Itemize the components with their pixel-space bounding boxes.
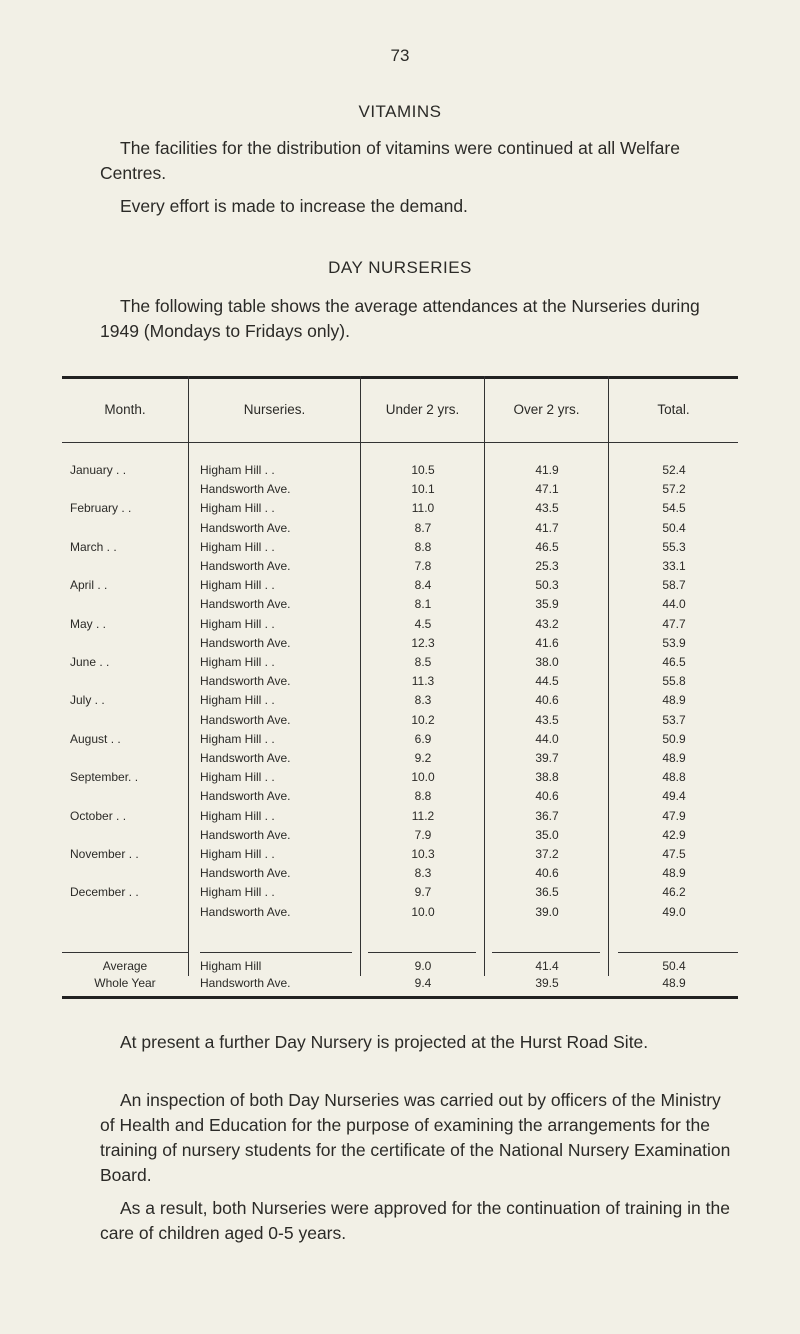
header-under-2: Under 2 yrs.: [385, 401, 460, 417]
header-rule: [62, 442, 738, 443]
row-total: 47.7: [662, 616, 686, 631]
row-over-2: 36.5: [535, 885, 559, 900]
row-over-2: 43.5: [535, 712, 559, 727]
row-nursery: Handsworth Ave.: [200, 751, 291, 765]
average-over-2: 41.4: [535, 959, 559, 973]
row-over-2: 50.3: [535, 578, 559, 593]
row-under-2: 4.5: [414, 616, 432, 631]
row-month: March . .: [70, 539, 117, 554]
row-total: 46.2: [662, 885, 686, 900]
average-rule: [62, 952, 188, 953]
average-over-2: 39.5: [535, 976, 559, 990]
row-month: August . .: [70, 731, 121, 746]
row-total: 44.0: [662, 597, 686, 612]
row-under-2: 8.1: [414, 597, 432, 612]
row-over-2: 25.3: [535, 559, 559, 573]
row-under-2: 8.7: [414, 520, 432, 535]
row-nursery: Higham Hill . .: [200, 770, 275, 785]
average-under-2: 9.4: [414, 976, 432, 990]
row-nursery: Higham Hill . .: [200, 693, 275, 708]
row-nursery: Higham Hill . .: [200, 539, 275, 554]
vitamins-paragraph-1: The facilities for the distribution of vitamins were continued at all Welfare Centres.: [100, 138, 680, 183]
row-over-2: 43.2: [535, 616, 559, 631]
row-nursery: Higham Hill . .: [200, 731, 275, 746]
row-over-2: 35.9: [535, 597, 559, 612]
row-month: October . .: [70, 808, 127, 823]
row-total: 48.8: [662, 770, 686, 785]
row-nursery: Higham Hill . .: [200, 885, 275, 900]
closing-paragraph-3: As a result, both Nurseries were approved for the continuation of training in the care of children aged 0-5 years.: [100, 1198, 730, 1243]
row-nursery: Higham Hill . .: [200, 501, 275, 516]
row-nursery: Higham Hill . .: [200, 655, 275, 669]
row-nursery: Handsworth Ave.: [200, 866, 291, 881]
row-nursery: Handsworth Ave.: [200, 597, 291, 612]
row-over-2: 46.5: [535, 539, 559, 554]
row-over-2: 40.6: [535, 866, 559, 881]
row-total: 55.8: [662, 674, 686, 689]
row-total: 53.9: [662, 635, 686, 650]
row-under-2: 11.0: [411, 501, 435, 516]
row-under-2: 10.2: [411, 712, 435, 727]
row-over-2: 39.7: [535, 751, 559, 765]
row-nursery: Higham Hill . .: [200, 616, 275, 631]
average-total: 50.4: [662, 959, 686, 973]
average-rule: [368, 952, 476, 953]
row-under-2: 7.8: [414, 559, 432, 573]
average-label-line-1: Average: [102, 959, 148, 973]
row-month: January . .: [70, 463, 127, 477]
row-over-2: 44.0: [535, 731, 559, 746]
row-nursery: Higham Hill . .: [200, 463, 275, 477]
row-under-2: 8.5: [414, 655, 432, 669]
row-under-2: 8.3: [414, 866, 432, 881]
row-total: 58.7: [662, 578, 686, 593]
row-nursery: Handsworth Ave.: [200, 827, 291, 842]
average-label-line-2: Whole Year: [94, 976, 156, 990]
row-under-2: 10.1: [411, 482, 435, 497]
row-total: 54.5: [662, 501, 686, 516]
row-over-2: 38.0: [535, 655, 559, 669]
row-month: April . .: [70, 578, 108, 593]
row-month: December . .: [70, 885, 139, 900]
row-total: 50.9: [662, 731, 686, 746]
row-nursery: Higham Hill . .: [200, 808, 275, 823]
row-total: 50.4: [662, 520, 686, 535]
row-under-2: 9.2: [414, 751, 432, 765]
row-total: 49.0: [662, 904, 686, 919]
column-divider: [608, 376, 609, 976]
row-nursery: Higham Hill . .: [200, 847, 275, 861]
header-total: Total.: [657, 401, 690, 417]
row-month: February . .: [70, 501, 132, 516]
header-over-2: Over 2 yrs.: [513, 401, 580, 417]
average-rule: [618, 952, 738, 953]
vitamins-heading: VITAMINS: [358, 102, 442, 121]
column-divider: [188, 376, 189, 976]
row-under-2: 8.3: [414, 693, 432, 708]
day-nurseries-intro: The following table shows the average attendances at the Nurseries during 1949 (Mondays to Fridays only).: [100, 296, 700, 341]
row-total: 47.5: [662, 847, 686, 861]
row-nursery: Higham Hill . .: [200, 578, 275, 593]
row-under-2: 6.9: [414, 731, 432, 746]
row-over-2: 41.6: [535, 635, 559, 650]
average-rule: [200, 952, 352, 953]
row-nursery: Handsworth Ave.: [200, 712, 291, 727]
row-month: September. .: [70, 770, 139, 785]
row-nursery: Handsworth Ave.: [200, 559, 291, 573]
row-under-2: 8.4: [414, 578, 432, 593]
table-bottom-rule: [62, 996, 738, 999]
page-number: 73: [390, 46, 410, 65]
row-nursery: Handsworth Ave.: [200, 520, 291, 535]
row-under-2: 11.3: [411, 674, 435, 689]
row-total: 48.9: [662, 866, 686, 881]
row-over-2: 41.7: [535, 520, 559, 535]
row-total: 48.9: [662, 751, 686, 765]
closing-paragraph-1: At present a further Day Nursery is projected at the Hurst Road Site.: [120, 1032, 649, 1052]
header-month: Month.: [104, 401, 146, 417]
row-under-2: 10.0: [411, 904, 435, 919]
row-total: 49.4: [662, 789, 686, 804]
row-nursery: Handsworth Ave.: [200, 482, 291, 497]
row-over-2: 35.0: [535, 827, 559, 842]
row-under-2: 7.9: [414, 827, 432, 842]
row-total: 57.2: [662, 482, 686, 497]
header-nurseries: Nurseries.: [243, 401, 306, 417]
row-over-2: 43.5: [535, 501, 559, 516]
row-over-2: 38.8: [535, 770, 559, 785]
row-under-2: 8.8: [414, 789, 432, 804]
row-under-2: 10.3: [411, 847, 435, 861]
row-over-2: 40.6: [535, 693, 559, 708]
row-total: 52.4: [662, 463, 686, 477]
row-total: 48.9: [662, 693, 686, 708]
row-total: 53.7: [662, 712, 686, 727]
row-under-2: 12.3: [411, 635, 435, 650]
average-nursery: Handsworth Ave.: [200, 976, 291, 990]
row-over-2: 47.1: [535, 482, 559, 497]
row-total: 46.5: [662, 655, 686, 669]
row-under-2: 8.8: [414, 539, 432, 554]
row-month: July . .: [70, 693, 105, 708]
average-nursery: Higham Hill: [200, 959, 262, 973]
row-month: June . .: [70, 655, 110, 669]
row-over-2: 41.9: [535, 463, 559, 477]
row-nursery: Handsworth Ave.: [200, 635, 291, 650]
row-over-2: 37.2: [535, 847, 559, 861]
row-over-2: 39.0: [535, 904, 559, 919]
row-total: 33.1: [662, 559, 686, 573]
row-under-2: 10.5: [411, 463, 435, 477]
row-total: 47.9: [662, 808, 686, 823]
average-total: 48.9: [662, 976, 686, 990]
average-under-2: 9.0: [414, 959, 432, 973]
column-divider: [484, 376, 485, 976]
row-nursery: Handsworth Ave.: [200, 789, 291, 804]
day-nurseries-heading: DAY NURSERIES: [328, 258, 472, 277]
row-under-2: 10.0: [411, 770, 435, 785]
row-over-2: 36.7: [535, 808, 559, 823]
vitamins-paragraph-2: Every effort is made to increase the demand.: [120, 196, 468, 216]
row-over-2: 44.5: [535, 674, 559, 689]
row-nursery: Handsworth Ave.: [200, 674, 291, 689]
row-month: May . .: [70, 616, 107, 631]
row-total: 42.9: [662, 827, 686, 842]
row-total: 55.3: [662, 539, 686, 554]
row-over-2: 40.6: [535, 789, 559, 804]
row-under-2: 11.2: [411, 808, 435, 823]
row-under-2: 9.7: [414, 885, 432, 900]
row-nursery: Handsworth Ave.: [200, 904, 291, 919]
row-month: November . .: [70, 847, 139, 861]
closing-paragraph-2: An inspection of both Day Nurseries was carried out by officers of the Ministry of Health and Education for the purpose of examining the arrangements for the training of nursery students for the certificate of the National Nursery Examination Board.: [100, 1090, 731, 1185]
average-rule: [492, 952, 600, 953]
column-divider: [360, 376, 361, 976]
